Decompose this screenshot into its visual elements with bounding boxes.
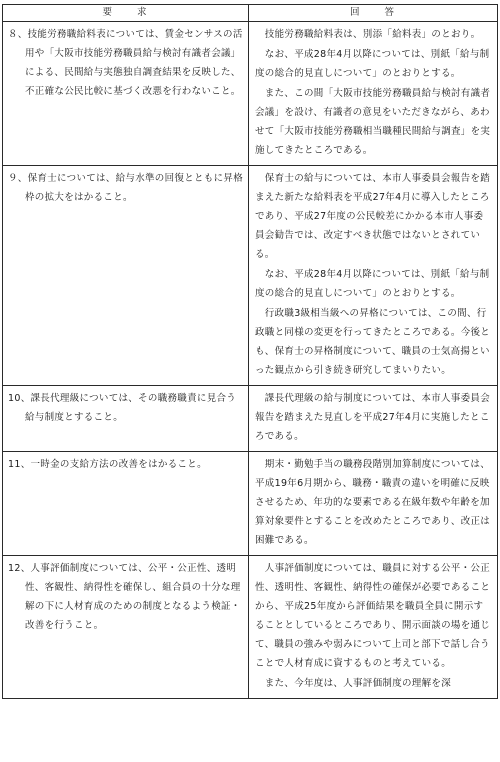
request-text: 11、一時金の支給方法の改善をはかること。 <box>8 459 207 470</box>
answer-paragraph: 技能労務職給料表は、別添「給料表」のとおり。 <box>255 29 481 40</box>
answer-paragraph: 行政職3級相当級への昇格については、この間、行政職と同様の変更を行ってきたところである。今後とも、保育士の昇格制度について、職員の士気高揚といった観点から引き続き研究してまいりたい。 <box>255 308 491 376</box>
answer-paragraph: なお、平成28年4月以降については、別紙「給与制度の総合的見直しについて」のとおりとする。 <box>255 49 490 79</box>
request-cell <box>3 166 249 386</box>
request-text: 10、課長代理級については、その職務職責に見合う給与制度とすること。 <box>8 393 237 423</box>
table-header-row <box>3 5 498 22</box>
table-row <box>3 556 498 699</box>
answer-paragraph: なお、平成28年4月以降については、別紙「給与制度の総合的見直しについて」のとおりとする。 <box>255 269 490 299</box>
request-text: 12、人事評価制度については、公平・公正性、透明性、客観性、納得性を確保し、組合員の十分な理解の下に人材育成のための制度となるよう検証・改善を行うこと。 <box>8 563 241 631</box>
answer-paragraph: 保育士の給与については、本市人事委員会報告を踏まえた新たな給料表を平成27年4月に導入したところであり、平成27年度の公民較差にかかる本市人事委員会勧告では、改定すべき状態ではないとされている。 <box>255 173 491 260</box>
request-column-header: 要 求 <box>3 5 249 22</box>
answer-paragraph: 課長代理級の給与制度については、本市人事委員会報告を踏まえた見直しを平成27年4月に実施したところである。 <box>255 393 491 442</box>
request-cell <box>3 386 249 452</box>
table-row <box>3 22 498 166</box>
answer-cell <box>249 452 498 556</box>
request-text: ８、技能労務職給料表については、賃金センサスの活用や「大阪市技能労務職員給与検討有識者会議」による、民間給与実態独自調査結果を反映した、不正確な公民比較に基づく改悪を行わないこと。 <box>8 29 243 97</box>
table-row <box>3 452 498 556</box>
request-answer-table <box>2 4 498 699</box>
table-row <box>3 166 498 386</box>
table-row <box>3 386 498 452</box>
answer-paragraph: また、この間「大阪市技能労務職員給与検討有識者会議」を設け、有識者の意見をいただきながら、あわせて「大阪市技能労務職相当職種民間給与調査」を実施してきたところである。 <box>255 88 491 156</box>
answer-cell <box>249 556 498 699</box>
answer-paragraph: 期末・勤勉手当の職務段階別加算制度については、平成19年6月期から、職務・職責の違いを明確に反映させるため、年功的な要素である在級年数や年齢を加算対象要件とすることを改めたところであり、改正は困難である。 <box>255 459 491 546</box>
request-text: ９、保育士については、給与水準の回復とともに昇格枠の拡大をはかること。 <box>8 173 244 203</box>
request-cell <box>3 22 249 166</box>
answer-cell <box>249 22 498 166</box>
answer-paragraph: また、今年度は、人事評価制度の理解を深 <box>255 678 452 689</box>
answer-column-header: 回 答 <box>249 5 498 22</box>
request-cell <box>3 556 249 699</box>
answer-cell <box>249 386 498 452</box>
answer-paragraph: 人事評価制度については、職員に対する公平・公正性、透明性、客観性、納得性の確保が必要であることから、平成25年度から評価結果を職員全員に開示することとしているところであり、開示面談の場を通じて、職員の強みや弱みについて上司と部下で話し合うことで人材育成に資するものと考えている。 <box>255 563 491 669</box>
answer-cell <box>249 166 498 386</box>
request-cell <box>3 452 249 556</box>
